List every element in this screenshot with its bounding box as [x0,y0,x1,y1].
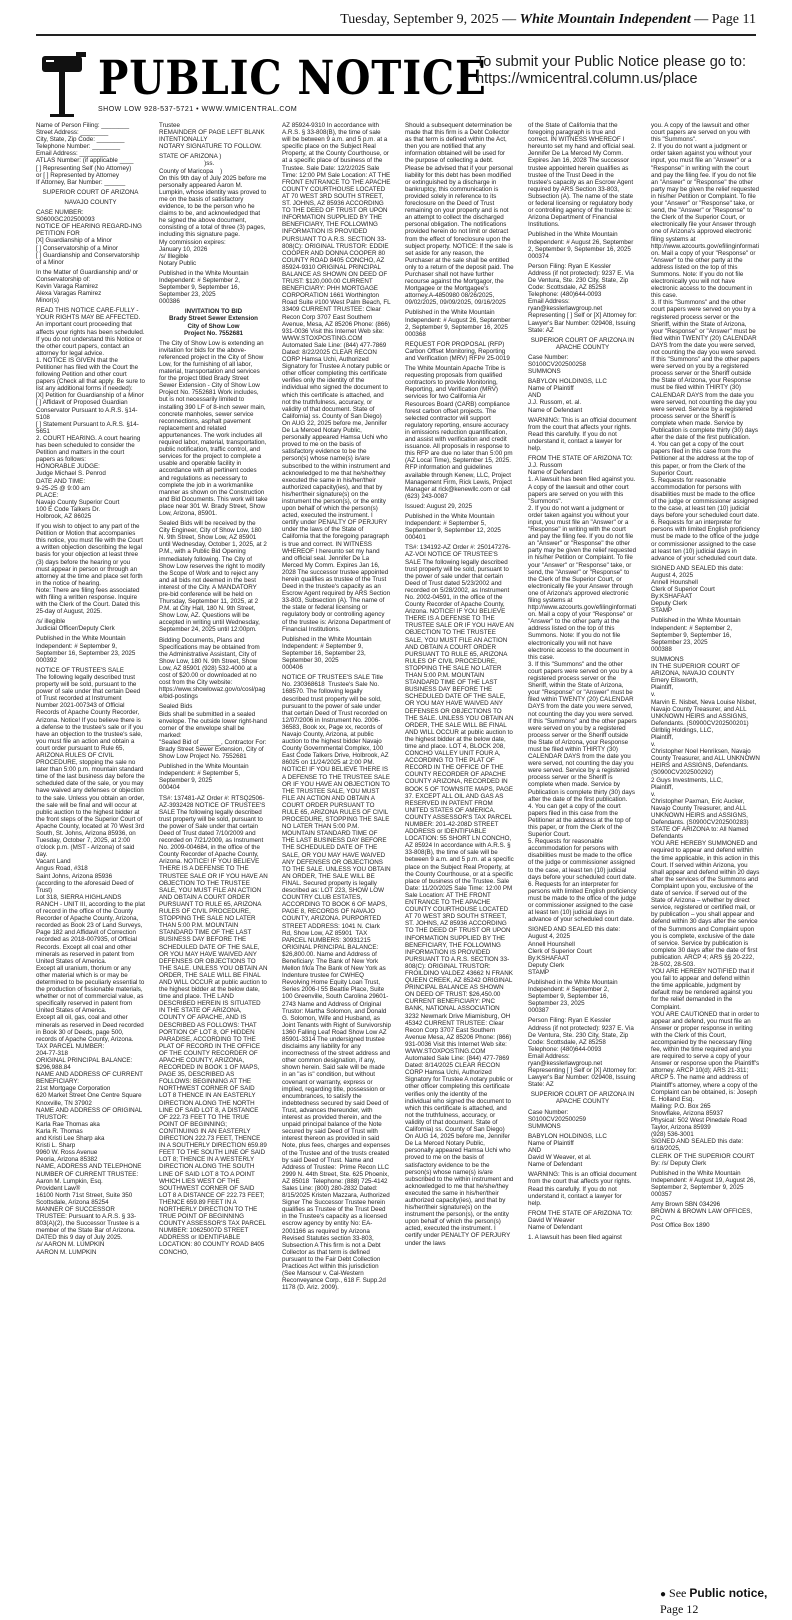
notice-paragraph: The City of Show Low is extending an invitation for bids for the above-referenced project in the City of Show Low, for the furnishing of all labor, material, transportation and services for the project titled Brady Street Sewer Extension - City of Show Low Project No. 7552681 Work includes, but is not necessarily limited to installing 390 LF of 8-inch sewer main, concrete manholes, sewer service reconnections, asphalt pavement replacement and related appurtenances. The work includes all required labor, material, transportation, public notification, traffic control, and services for the project to complete a usable and operable facility in accordance with all pertinent codes and regulations as necessary to complete the job in a workmanlike manner as shown on the Construction and Bid Documents. This work will take place near 301 W. Brady Street, Show Low, Arizona, 85901. [159,339,270,517]
see-page-number: Page 12 [660,1602,699,1616]
submit-notice-instructions: To submit your Public Notice please go to: https://wmicentral.column.us/place [476,54,746,87]
column-3 [282,122,391,1592]
notice-paragraph: SUMMONS IN THE SUPERIOR COURT OF ARIZONA, NAVAJO COUNTY Emery Ellsworth, Plaintiff, v. Marvin E. Nisbet, Neva Louise Nisbet, Navajo County Treasurer, and ALL UNKNOWN HEIRS and ASSIGNS, Defendants. (S0900CV202500201) Glrlblig Holdings, LLC, Plaintiff, v. Christopher Noel Henriksen, Navajo County Treasurer, and ALL UNKNOWN HEIRS and ASSIGNS, Defendants. (S0900CV202500292) 2 Guys Investments, LLC, Plaintiff, v. Christopher Paxman, Eric Aucker, Navajo County Treasurer, and ALL UNKNOWN HEIRS and ASSIGNS, Defendants. (S0900CV202500283) STATE OF ARIZONA to: All Named Defendants YOU ARE HEREBY SUMMONED and required to appear and defend within the time applicable, in this action in this Court. If served within Arizona, you shall appear and defend within 20 days after the services of the Summons and Complaint upon you, exclusive of the date of service. If served out of the State of Arizona – whether by direct service, registered or certified mail, or by publication – you shall appear and defend within 30 days after the service of the Summons and Complaint upon you is complete, exclusive of the date of service. Service by publication is complete 30 days after the date of first publication. ARCP 4; ARS §§ 20-222, 28-502, 28-503. YOU ARE HEREBY NOTIFIED that if you fail to appear and defend within the time applicable, judgment by default may be rendered against you for the relief demanded in the Complaint. YOU ARE CAUTIONED that in order to appear and defend, you must file an Answer or proper response in writing with the Clerk of this Court, accompanied by the necessary filing fee, within the time required and you are required to serve a copy of your Answer or response upon the Plaintiff's attorney. ARCP 10(d); ARS 21-311; ARCP 5. The name and address of Plaintiff's attorney, where a copy of the Complaint can be obtained, is: Joseph E. Holland Esq. Mailing: P.O. Box 265 Snowflake, Arizona 85937 Physical: 502 West Pinedale Road Taylor, Arizona 85939 (928) 536-3001 SIGNED AND SEALED this date: 6/18/2025, CLERK OF THE SUPERIOR COURT By: /s/ Deputy Clerk [651,655,760,1167]
notice-paragraph: Bidding Documents, Plans and Specifications may be obtained from the Administrative Assistant, City of Show Low, 180 N. 9th Street, Show Low, AZ 85901 (928) 532-4000 at a cost of $20.00 or downloaded at no cost from the City website: https://www.showlowaz.gov/o/cosl/page/bid-postings [159,636,266,701]
public-notice-masthead [36,48,756,118]
notice-paragraph: TS#: 134192-AZ Order #: 250147276-AZ-VOI NOTICE OF TRUSTEE'S SALE The following legally described trust property will be sold, pursuant to the power of sale under that certain Deed of Trust dated 5/23/2002 and recorded on 5/28/2002, as Instrument No. 2002-04591, in the office of the County Recorder of Apache County, Arizona. NOTICE! IF YOU BELIEVE THERE IS A DEFENSE TO THE TRUSTEE SALE OR IF YOU HAVE AN OBJECTION TO THE TRUSTEE SALE, YOU MUST FILE AN ACTION AND OBTAIN A COURT ORDER PURSUANT TO RULE 65, ARIZONA RULES OF CIVIL PROCEDURE, STOPPING THE SALE NO LATER THAN 5:00 P.M. MOUNTAIN STANDARD TIME OF THE LAST BUSINESS DAY BEFORE THE SCHEDULED DATE OF THE SALE, OR YOU MAY HAVE WAIVED ANY DEFENSES OR OBJECTIONS TO THE SALE. UNLESS YOU OBTAIN AN ORDER, THE SALE WILL BE FINAL AND WILL OCCUR at public auction to the highest bidder at the below date, time and place. LOT 4, BLOCK 208, CONCHO VALLEY UNIT FOUR A, ACCORDING TO THE PLAT OF RECORD IN THE OFFICE OF THE COUNTY RECORDER OF APACHE COUNTY ARIZONA, RECORDED IN BOOK 5 OF TOWNSITE MAPS, PAGE 37. EXCEPT ALL OIL AND GAS AS RESERVED IN PATENT FROM UNITED STATES OF AMERICA. COUNTY ASSESSOR'S TAX PARCEL NUMBER: 201-42-208D STREET ADDRESS or IDENTIFIABLE LOCATION: 55 SHORT LN CONCHO, AZ 85924 In accordance with A.R.S. § 33-808(B), the time of sale will be between 9 a.m. and 5 p.m. at a specific place on the Subject Real Property, at the County Courthouse, or at a specific place of business of the Trustee. Sale Date: 11/20/2025 Sale Time: 12:00 PM Sale Location: AT THE FRONT ENTRANCE TO THE APACHE COUNTY COURTHOUSE LOCATED AT 70 WEST 3RD SOUTH STREET, ST. JOHNS, AZ 85936 ACCORDING TO THE DEED OF TRUST OR UPON INFORMATION SUPPLIED BY THE BENEFICIARY, THE FOLLOWING INFORMATION IS PROVIDED PURSUANT TO A.R.S. SECTION 33-808(C): ORIGINAL TRUSTOR: FROILDINO VALDEZ 43662 N FRANK QUEEN CREEK, AZ 85242 ORIGINAL PRINCIPAL BALANCE AS SHOWN ON DEED OF TRUST: $26,450.00 CURRENT BENEFICIARY: PNC BANK, NATIONAL ASSOCIATION 3232 Newmark Drive Miamisburg, OH 45342 CURRENT TRUSTEE: Clear Recon Corp 3707 East Southern Avenue Mesa, AZ 85206 Phone: (866) 931-0036 Visit this Internet Web site: WWW.STOXPOSTING.COM Automated Sale Line: (844) 477-7869 Dated: 8/14/2025 CLEAR RECON CORP Hamsa Uchi, Authorized Signatory for Trustee A notary public or other officer completing this certificate verifies only the identity of the individual who signed the document to which this certificate is attached, and not the truthfulness, accuracy, or validity of that document. State of California) ss. County of San Diego) On AUG 14, 2025 before me, Jennifer De La Merced Notary Public, personally appeared Hamsa Uchi who proved to me on the basis of satisfactory evidence to be the person(s) whose name(s) is/are subscribed to the within instrument and acknowledged to me that he/she/they executed the same in his/her/their authorized capacity(ies), and that by his/her/their signature(s) on the instrument the person(s), or the entity upon behalf of which the person(s) acted, executed the instrument. I certify under PENALTY OF PERJURY under the laws [405,544,516,1247]
notice-paragraph: SIGNED AND SEALED this date: August 4, 2025 Annell Hounshell Clerk of Superior Court By:KSHAFAAT Deputy Clerk STAMP [528,926,621,976]
notice-paragraph: READ THIS NOTICE CARE-FULLY - YOUR RIGHTS MAY BE AFFECTED. An important court proceeding that affects your rights has been scheduled. If you do not understand this Notice or the other court papers, contact an attorney for legal advice. 1. NOTICE IS GIVEN that the Petitioner has filed with the Court the following Petition and other court papers (Check all that apply. Be sure to list any additional forms if needed): [X] Petition for Guardianship of a Minor [ ] Affidavit of Proposed Guardian Conservator Pursuant to A.R.S. §14-5108 [ ] Statement Pursuant to A.R.S. §14-5651 2. COURT HEARING. A court hearing has been scheduled to consider the Petition and matters in the court papers as follows: HONORABLE JUDGE: Judge Michael S. Penrod DATE AND TIME: 9-25-25 @ 9:00 am PLACE: Navajo County Superior Court 100 E Code Talkers Dr. Holbrook, AZ 86025 [36,307,145,520]
notice-paragraph: In the Matter of Guardianship and/ or Conservatorship of: Kevin Varaga Ramirez Alexa Varagas Ramirez Minor(s) [36,268,139,305]
notice-paragraph: Sealed Bids will be received by the City Engineer, City of Show Low, 180 N. 9th Street, Show Low, AZ 85901 until Wednesday, October 1, 2025, at 2 P.M., with a Public Bid Opening immediately following. The City of Show Low reserves the right to modify the Scope of Work and to reject any and all bids not deemed in the best interest of the City. A MANDATORY pre-bid conference will be held on Thursday, September 11, 2025, at 2 P.M. at City Hall, 180 N. 9th Street, Show Low, AZ. Questions will be accepted in writing until Wednesday, September 24, 2025 until 12:00pm. [159,520,269,634]
notice-paragraph: WARNING: This is an official document from the court that affects your rights. Read this carefully. If you do not understand it, contact a lawyer for help. [528,1171,639,1207]
bullet-icon: ● [660,1589,667,1600]
column-6 [651,122,760,1592]
notice-paragraph: Published in the White Mountain Independent: # August 26, September 2, September 9, September 16, 2025 000368 [405,309,511,338]
notice-paragraph: SUPERIOR COURT OF ARIZONA IN APACHE COUNTY [530,336,636,351]
column-4 [405,122,514,1592]
notice-paragraph: SIGNED AND SEALED this date: August 4, 2025 Annell Hounshell Clerk of Superior Court By:KSHAFAAT Deputy Clerk STAMP [651,564,744,615]
notice-paragraph: INVITATION TO BID Brady Street Sewer Extension City of Show Low Project No. 7552681 [169,308,258,337]
notice-paragraph: /s/ illegible Judicial Officer/Deputy Clerk [36,618,115,633]
notice-paragraph: Case Number: S0100CV202500259 SUMMONS [528,1108,587,1130]
header-rule [36,34,756,36]
notice-paragraph: If you wish to object to any part of the Petition or Motion that accompanies this notice, you must file with the Court a written objection describing the legal basis for your objection at least three (3) days before the hearing or you must appear in person or through an attorney at the time and place set forth in the notice of hearing. Note: There are filing fees associated with filing a written response. Inquire with the Clerk of the Court. Dated this 25-day of August, 2025. [36,523,143,616]
notice-paragraph: Published in the White Mountain Independent: # September 2, September 9, September 16, September 23, 2025 000386 [159,269,249,306]
notice-paragraph: STATE OF ARIZONA ) )ss. County of Maricopa ) On this 9th day of July 2025 before me personally appeared Aaron M. Lumpkin, whose identity was proved to me on the basis of satisfactory evidence, to be the person who he claims to be, and acknowledged that he signed the above document, consisting of a total of three (3) pages, including this signature page. My commission expires: January 10, 2026 /s/ Illegible Notary Public [159,153,267,267]
notice-paragraph: Case Number: S0100CV202500258 SUMMONS [528,353,587,376]
notice-paragraph: Should a subsequent determination be made that this firm is a Debt Collector as that term is defined within the Act, then you are notified that any information obtained will be used for the purpose of collecting a debt. Please be advised that if your personal liability for this debt has been modified or extinguished by a discharge in bankruptcy, this communication is provided solely in reference to its foreclosure on the Deed of Trust remaining on your property and is not an attempt to collect the discharged personal obligation. The notifications provided herein do not limit or detract from the effect of foreclosure upon the subject property. NOTICE: If the sale is set aside for any reason, the Purchaser at the sale shall be entitled only to a return of the deposit paid. The Purchaser shall not have further recourse against the Mortgagor, the Mortgagee or the Mortgagee's attorney.A-4850980 08/26/2025, 09/02/2025, 09/09/2025, 09/16/2025 [405,122,516,307]
see-section-name: Public notice, [689,1586,768,1600]
notice-paragraph: Published in the White Mountain Independent: # September 2, September 9, September 16, September 23, 2025 000388 [651,617,741,653]
notice-paragraph: SUPERIOR COURT OF ARIZONA [42,188,139,196]
notice-paragraph: AZ 85924-9310 In accordance with A.R.S. § 33-808(B), the time of sale will be between 9 a.m. and 5 p.m. at a specific place on the Subject Real Property, at the County Courthouse, or at a specific place of business of the Trustee. Sale Date: 12/2/2025 Sale Time: 12:00 PM Sale Location: AT THE FRONT ENTRANCE TO THE APACHE COUNTY COURTHOUSE LOCATED AT 70 WEST 3RD SOUTH STREET, ST. JOHNS, AZ 85936 ACCORDING TO THE DEED OF TRUST OR UPON INFORMATION SUPPLIED BY THE BENEFICIARY, THE FOLLOWING INFORMATION IS PROVIDED PURSUANT TO A.R.S. SECTION 33-808(C): ORIGINAL TRUSTOR: EDDIE COOPER AND DONNA COOPER 80 COUNTY ROAD 8405 CONCHO, AZ 85924-9310 ORIGINAL PRINCIPAL BALANCE AS SHOWN ON DEED OF TRUST: $120,000.00 CURRENT BENEFICIARY: PHH MORTGAGE CORPORATION 1661 Worthington Road Suite #100 West Palm Beach, FL 33409 CURRENT TRUSTEE: Clear Recon Corp 3707 East Southern Avenue, Mesa, AZ 85206 Phone: (866) 931-0036 Visit this Internet Web site: WWW.STOXPOSTING.COM Automated Sale Line: (844) 477-7869 Dated: 8/22/2025 CLEAR RECON CORP Hamsa Uchi, Authorized Signatory for Trustee A notary public or other officer completing this certificate verifies only the identity of the individual who signed the document to which this certificate is attached, and not the truthfulness, accuracy, or validity of that document. State of California) ss. County of San Diego) On AUG 22, 2025 before me, Jennifer De La Merced Notary Public, personally appeared Hamsa Uchi who proved to me on the basis of satisfactory evidence to be the person(s) whose name(s) is/are subscribed to the within instrument and acknowledged to me that he/she/they executed the same in his/her/their authorized capacity(ies), and that by his/her/their signature(s) on the instrument the person(s), or the entity upon behalf of which the person(s) acted, executed the instrument. I certify under PENALTY OF PERJURY under the laws of the State of California that the foregoing paragraph is true and correct. IN WITNESS WHEREOF I hereunto set my hand and official seal. Jennifer De La Merced My Comm. Expires Jan 16, 2028 The successor trustee appointed herein qualifies as trustee of the Trust Deed in the trustee's capacity as an Escrow Agent required by ARS Section 33-803, Subsection (A). The name of the state or federal licensing or regulatory body or controlling agency of the trustee is: Arizona Department of Financial Institutions. [282,122,393,633]
notice-paragraph: BABYLON HOLDINGS, LLC Name of Plaintiff AND David W Weaver, et al. Name of Defendant [528,1132,607,1169]
notice-paragraph: of the State of California that the foregoing paragraph is true and correct. IN WITNESS WHEREOF I hereunto set my hand and official seal. Jennifer De La Merced My Comm. Expires Jan 16, 2028 The successor trustee appointed herein qualifies as trustee of the Trust Deed in the trustee's capacity as an Escrow Agent required by ARS Section 33-803, Subsection (A). The name of the state or federal licensing or regulatory body or controlling agency of the trustee is: Arizona Department of Financial Institutions. [528,122,637,229]
notice-paragraph: FROM THE STATE OF ARIZONA TO: David W Weaver Name of Defendant [528,1209,633,1231]
notice-paragraph: you. A copy of the lawsuit and other court papers are served on you with this "Summons". 2. If you do not want a judgment or order taken against you without your input, you must file an "Answer" or a "Response" in writing with the court and pay the filing fee. If you do not file an "Answer" or "Response" the other party may be given the relief requested in his/her Petition or Complaint. To file your "Answer" or "Response" take, or send, the "Answer" or "Response" to the Clerk of the Superior Court, or electronically file your Answer through one of Arizona's approved electronic filing systems at http://www.azcourts.gov/efilinginformation. Mail a copy of your "Response" or "Answer" to the other party at the address listed on the top of this Summons. Note: If you do not file electronically you will not have electronic access to the document in this case. 3. If this "Summons" and the other court papers were served on you by a registered process server or the Sheriff, within the State of Arizona, your "Response" or "Answer" must be filed within TWENTY (20) CALENDAR DAYS from the date you were served, not counting the day you were served. If this "Summons" and the other papers were served on you by a registered process server or the Sheriff outside the State of Arizona, your Response must be filed within THIRTY (30) CALENDAR DAYS from the date you were served, not counting the day you were served. Service by a registered process server or the Sheriff is complete when made. Service by Publication is complete thirty (30) days after the date of the first publication. 4. You can get a copy of the court papers filed in this case from the Petitioner at the address at the top of this paper, or from the Clerk of the Superior Court. 5. Requests for reasonable accommodation for persons with disabilities must be made to the office of the judge or commissioner assigned to the case, at least ten (10) judicial days before your scheduled court date. 6. Requests for an interpreter for persons with limited English proficiency must be made to the office of the judge or commissioner assigned to the case at least ten (10) judicial days in advance of your scheduled court date. [651,122,760,562]
notice-paragraph: BABYLON HOLDINGS, LLC Name of Plaintiff AND J.J. Russom, et. al. Name of Defendant [528,378,607,414]
notice-paragraph: Published in the White Mountain Independent: # September 9, September 16, September 23, September 30, 2025 000406 [282,635,372,672]
notice-paragraph: SUPERIOR COURT OF ARIZONA IN APACHE COUNTY [530,1091,636,1106]
notice-paragraph: Sealed Bids Bids shall be submitted in a sealed envelope. The outside lower right-hand corner of the envelope shall be marked: "Sealed Bid of ______, Contractor For: Brady Street Sewer Extension, City of Show Low Project No. 7552681 [159,703,267,761]
masthead-title: PUBLIC NOTICE [98,51,487,106]
notice-paragraph: Amy Brown SBN 034296 BROWN & BROWN LAW OFFICES, P.C. Post Office Box 1890 [651,1201,753,1230]
notice-paragraph: The White Mountain Apache Tribe is requesting proposals from qualified contractors to provide Monitoring, Reporting, and Verification (MRV) services for two California Air Resources Board (CARB) compliance forest carbon offset projects. The selected contractor will support regulatory reporting, ensure accuracy in emissions reduction quantification, and assist with verification and credit issuance. All proposals in response to this RFP are due no later than 5:00 pm (AZ Local Time), September 15, 2025. RFP information and guidelines available through Kenew, LLC, Project Management Firm, Rick Lewis, Project Manager at rick@kenewllc.com or call (623) 243-0087 [405,365,515,500]
notice-columns [36,122,760,1592]
notice-paragraph: Name of Person Filing: ________ Street Address: ________ City, State, Zip Code: ________ Telephone Number: ________ Email Address: ________ ATLAS Number: (if applicable ____ [ ] Representing Self (No Attorney) or [ ] Represented by Attorney If Attorney, Bar Number: ______ [36,122,134,186]
notice-paragraph: Published in the White Mountain Independent: # September 9, September 16, September 23, 2025 000392 [36,635,136,664]
notice-paragraph: Trustee REMAINDER OF PAGE LEFT BLANK INTENTIONALLY NOTARY SIGNATURE TO FOLLOW. [159,122,265,151]
column-5 [528,122,637,1592]
notice-paragraph: NOTICE OF TRUSTEE'S SALE Title No. 230368618 Trustee's Sale No. 168570. The following legally described trust property will be sold, pursuant to the power of sale under that certain Deed of Trust recorded on 12/07/2006 in Instrument No. 2006-36583, Book xx, Page xx, records of Navajo County, Arizona, at public auction to the highest bidder Navajo County Governmental Complex, 100 East Code Talkers Drive, Holbrook, AZ 86025 on 11/24/2025 at 2:00 PM. NOTICE! IF YOU BELIEVE THERE IS A DEFENSE TO THE TRUSTEE SALE OR IF YOU HAVE AN OBJECTION TO THE TRUSTEE SALE, YOU MUST FILE AN ACTION AND OBTAIN A COURT ORDER PURSUANT TO RULE 65, ARIZONA RULES OF CIVIL PROCEDURE, STOPPING THE SALE NO LATER THAN 5:00 P.M. MOUNTAIN STANDARD TIME OF THE LAST BUSINESS DAY BEFORE THE SCHEDULED DATE OF THE SALE, OR YOU MAY HAVE WAIVED ANY DEFENSES OR OBJECTIONS TO THE SALE. UNLESS YOU OBTAIN AN ORDER, THE SALE WILL BE FINAL. Secured property is legally described as: LOT 223, SHOW LOW COUNTRY CLUB ESTATES, ACCORDING TO BOOK 6 OF MAPS, PAGE 8, RECORDS OF NAVAJO COUNTY, ARIZONA. PURPORTED STREET ADDRESS: 1041 N. Clark Rd, Show Low, AZ 85901 TAX PARCEL NUMBERS: 30931215 ORIGINAL PRINCIPAL BALANCE: $26,800.00. Name and Address of Beneficiary: The Bank of New York Mellon f/k/a The Bank of New York as Indenture trustee for CWHEQ Revolving Home Equity Loan Trust, Series 2006-I 55 Beattie Place, Suite 100 Greenville, South Carolina 29601-2743 Name and Address of Original Trustor: Martha Solomon, and Donald G. Solomon, Wife and Husband, as Joint Tenants with Right of Survivorship 1360 Falling Leaf Road Show Low AZ 85901-3314 The undersigned trustee disclaims any liability for any incorrectness of the street address and other common designation, if any, shown herein. Said sale will be made in an "as is" condition, but without covenant or warranty, express or implied, regarding title, possession or encumbrances, to satisfy the indebtedness secured by said Deed of Trust, advances thereunder, with interest as provided therein, and the unpaid principal balance of the Note secured by said Deed of Trust with interest thereon as provided in said Note, plus fees, charges and expenses of the Trustee and of the trusts created by said Deed of Trust. Name and Address of Trustee: Prime Recon LLC 2999 N. 44th Street, Ste. 625 Phoenix, AZ 85018 Telephone: (888) 725-4142 Sales Line: (800) 280-2832 Dated: 8/15/2025 Kristen Mazzara, Authorized Signer The Successor Trustee herein qualifies as Trustee of the Trust Deed in the Trustee's capacity as a licensed escrow agency by entity No: EA-2001166 as required by Arizona Revised Statutes section 33-803, Subsection A This firm is not a Debt Collector as that term is defined pursuant to the Fair Debt Collection Practices Act within this jurisdiction (See Mansour v. Cal-Western Reconveyance Corp., 618 F. Supp.2d 1178 (D. Ariz. 2009). [282,674,393,1292]
mailbox-post-icon [36,48,92,118]
notice-paragraph: NAVAJO COUNTY [64,198,117,206]
masthead-contact-line: SHOW LOW 928-537-5721 • WWW.WMICENTRAL.COM [98,106,298,113]
column-2 [159,122,268,1592]
page-header [36,12,756,34]
notice-paragraph: Published in the White Mountain Independent: # August 19, August 26, September 2, September 9, 2025 000357 [651,1169,756,1198]
notice-paragraph: CASE NUMBER: S0600GC202500093 NOTICE OF HEARING REGARD-ING PETITION FOR [X] Guardianship of a Minor [ ] Conservatorship of a Minor [ ] Guardianship and Conservatorship of a Minor [36,209,142,266]
header-paper-name: White Mountain Independent [519,12,691,27]
notice-paragraph: 1. A lawsuit has been filed against [528,1234,622,1242]
notice-paragraph: TS#: 137481-AZ Order #: RTSQ2506-AZ-3932428 NOTICE OF TRUSTEE'S SALE The following legally described trust property will be sold, pursuant to the power of Sale under that certain Deed of Trust dated 7/10/2009 and recorded on 7/21/2009, as Instrument No. 2009-004684, in the office of the County Recorder of Apache County, Arizona. NOTICE! IF YOU BELIEVE THERE IS A DEFENSE TO THE TRUSTEE SALE OR IF YOU HAVE AN OBJECTION TO THE TRUSTEE SALE, YOU MUST FILE AN ACTION AND OBTAIN A COURT ORDER PURSUANT TO RULE 65, ARIZONA RULES OF CIVIL PROCEDURE, STOPPING THE SALE NO LATER THAN 5:00 P.M. MOUNTAIN STANDARD TIME OF THE LAST BUSINESS DAY BEFORE THE SCHEDULED DATE OF THE SALE, OR YOU MAY HAVE WAIVED ANY DEFENSES OR OBJECTIONS TO THE SALE. UNLESS YOU OBTAIN AN ORDER, THE SALE WILL BE FINAL AND WILL OCCUR at public auction to the highest bidder at the below date, time and place. THE LAND DESCRIBED HEREIN IS SITUATED IN THE STATE OF ARIZONA, COUNTY OF APACHE, AND IS DESCRIBED AS FOLLOWS: THAT PORTION OF LOT 8, OF HIDDEN PARADISE, ACCORDING TO THE PLAT OF RECORD IN THE OFFICE OF THE COUNTY RECORDER OF APACHE COUNTY, ARIZONA, RECORDED IN BOOK 1 OF MAPS, PAGE 35, DESCRIBED AS FOLLOWS: BEGINNING AT THE NORTHWEST CORNER OF SAID LOT 8 THENCE IN AN EASTERLY DIRECTION ALONG THE NORTH LINE OF SAID LOT 8, A DISTANCE OF 222.73 FEET TO THE TRUE POINT OF BEGINNING; CONTINUING IN AN EASTERLY DIRECTION 222.73 FEET, THENCE IN A SOUTHERLY DIRECTION 659.89 FEET TO THE SOUTH LINE OF SAID LOT 8; THENCE IN A WESTERLY DIRECTION ALONG THE SOUTH LINE OF SAID LOT 8 TO A POINT WHICH LIES WEST OF THE SOUTHWEST CORNER OF SAID LOT 8 A DISTANCE OF 222.73 FEET; THENCE 659.89 FEET IN A NORTHERLY DIRECTION TO THE TRUE POINT OF BEGINNING COUNTY ASSESSOR'S TAX PARCEL NUMBER: 10625007D STREET ADDRESS or IDENTIFIABLE LOCATION: 80 COUNTY ROAD 8405 CONCHO, [159,794,270,1256]
notice-paragraph: NOTICE OF TRUSTEE'S SALE The following legally described trust property will be sold, pursuant to the power of sale under that certain Deed of Trust recorded at Instrument Number 2021-007343 of Official Records of Apache County Recorder, Arizona. Notice! If you believe there is a defense to the trustee's sale or if you have an objection to the trustee's sale, you must file an action and obtain a court order pursuant to Rule 65, ARIZONA RULES OF CIVIL PROCEDURE, stopping the sale no later than 5:00 p.m. mountain standard time of the last business day before the scheduled date of the sale, or you may have waived any defenses or objection to the sale. Unless you obtain an order, the sale will be final and will occur at public auction to the highest bidder at the front steps of the Superior Court of Apache County, located at 70 West 3rd South, St. Johns, Arizona 85936, on Tuesday, October 7, 2025, at 2:00 o'clock p.m. (MST - Arizona) of said day. Vacant Land Angus Road, #318 Saint Johns, Arizona 85936 (according to the aforesaid Deed of Trust) Lot 318, SIERRA HIGHLANDS RANCH - UNIT III, according to the plat of record in the office of the County Recorder of Apache County, Arizona, recorded as Book 23 of Land Surveys, Page 182 and Affidavit of Correction recorded as 2018-007935, of Official Records. Except all coal and other minerals as reserved in patent from United States of America. Except all uranium, thorium or any other material which is or may be determined to be peculiarly essential to the production of fissionable materials, whether or not of commercial value, as specifically reserved in patent from United States of America. Except all oil, gas, coal and other minerals as reserved in Deed recorded in Book 30 of Deeds, page 500, records of Apache County, Arizona. TAX PARCEL NUMBER: 204-77-318 ORIGINAL PRINCIPAL BALANCE: $296,988.84 NAME AND ADDRESS OF CURRENT BENEFICIARY: 21st Mortgage Corporation 620 Market Street One Centre Square Knoxville, TN 37902 NAME AND ADDRESS OF ORIGINAL TRUSTOR: Karla Rae Thomas aka Karla R. Thomas and Kristi Lee Sharp aka Kristi L. Sharp 9960 W. Ross Avenue Peoria, Arizona 85382 NAME, ADDRESS AND TELEPHONE NUMBER OF CURRENT TRUSTEE: Aaron M. Lumpkin, Esq. Provident Law® 16100 North 71st Street, Suite 350 Scottsdale, Arizona 85254 MANNER OF SUCCESSOR TRUSTEE: Pursuant to A.R.S. § 33-803(A)(2), the Successor Trustee is a member of the State Bar of Arizona. DATED this 9 day of July 2025. /s/ AARON M. LUMPKIN AARON M. LUMPKIN [36,666,145,1256]
notice-paragraph: Published in the White Mountain Independent: # September 5, September 9, September 12, 2025 000401 [405,512,501,542]
continued-on-page [660,1586,770,1616]
header-date: Tuesday, September 9, 2025 — [340,12,520,27]
notice-paragraph: Person Filing: Ryan E Kessler Address (if not protected): 9237 E. Via De Ventura, Ste. 230 City, State, Zip Code: Scottsdale, AZ 85258 Telephone: (480)644-0093 Email Address: ryan@kesslerlawgroup.net Representing [ ] Self or [X] Attorney for: Lawyer's Bar Number: 029408, Issuing State: AZ [528,262,637,334]
see-label: See [669,1586,690,1600]
header-page-number: — Page 11 [690,12,756,27]
notice-paragraph: Issued: August 29, 2025 [405,502,473,510]
notice-paragraph: Published in the White Mountain Independent: # September 2, September 9, September 16, September 23, 2025 000387 [528,978,618,1015]
notice-paragraph: Person Filing: Ryan E Kessler Address (if not protected): 9237 E. Via De Ventura, Ste. 230 City, State, Zip Code: Scottsdale, AZ 85258 Telephone: (480)644-0093 Email Address: ryan@kesslerlawgroup.net Representing [ ] Self or [X] Attorney for: Lawyer's Bar Number: 029408, Issuing State: AZ [528,1017,637,1089]
notice-paragraph: FROM THE STATE OF ARIZONA TO: J.J. Russom Name of Defendant 1. A lawsuit has been filed against you. A copy of the lawsuit and other court papers are served on you with this "Summons". 2. If you do not want a judgment or order taken against you without your input, you must file an "Answer" or a "Response" in writing with the court and pay the filing fee. If you do not file an "Answer" or "Response" the other party may be given the relief requested in his/her Petition or Complaint. To file your "Answer" or "Response" take, or send, the "Answer" or "Response" to the Clerk of the Superior Court, or electronically file your Answer through one of Arizona's approved electronic filing systems at http://www.azcourts.gov/efilinginformation. Mail a copy of your "Response" or "Answer" to the other party at the address listed on the top of this Summons. Note: If you do not file electronically you will not have electronic access to the document in this case. 3. If this "Summons" and the other court papers were served on you by a registered process server or the Sheriff, within the State of Arizona, your "Response" or "Answer" must be filed within TWENTY (20) CALENDAR DAYS from the date you were served, not counting the day you were served. If this "Summons" and the other papers were served on you by a registered process server or the Sheriff outside the State of Arizona, your Response must be filed within THIRTY (30) CALENDAR DAYS from the date you were served, not counting the day you were served. Service by a registered process server or the Sheriff is complete when made. Service by Publication is complete thirty (30) days after the date of the first publication. 4. You can get a copy of the court papers filed in this case from the Petitioner at the address at the top of this paper, or from the Clerk of the Superior Court. 5. Requests for reasonable accommodation for persons with disabilities must be made to the office of the judge or commissioner assigned to the case, at least ten (10) judicial days before your scheduled court date. 6. Requests for an interpreter for persons with limited English proficiency must be made to the office of the judge or commissioner assigned to the case at least ten (10) judicial days in advance of your scheduled court date. [528,455,637,924]
notice-paragraph: Published in the White Mountain Independent: # September 5, September 9, 2025 000404 [159,763,249,792]
column-1 [36,122,145,1592]
notice-paragraph: REQUEST FOR PROPOSAL (RFP) Carbon Offset Monitoring, Reporting and Verification (MRV) RFP# 25-0019 [405,340,510,362]
notice-paragraph: WARNING: This is an official document from the court that affects your rights. Read this carefully. If you do not understand it, contact a lawyer for help. [528,416,639,453]
notice-paragraph: Published in the White Mountain Independent: # August 26, September 2, September 9, September 16, 2025 000374 [528,231,634,260]
